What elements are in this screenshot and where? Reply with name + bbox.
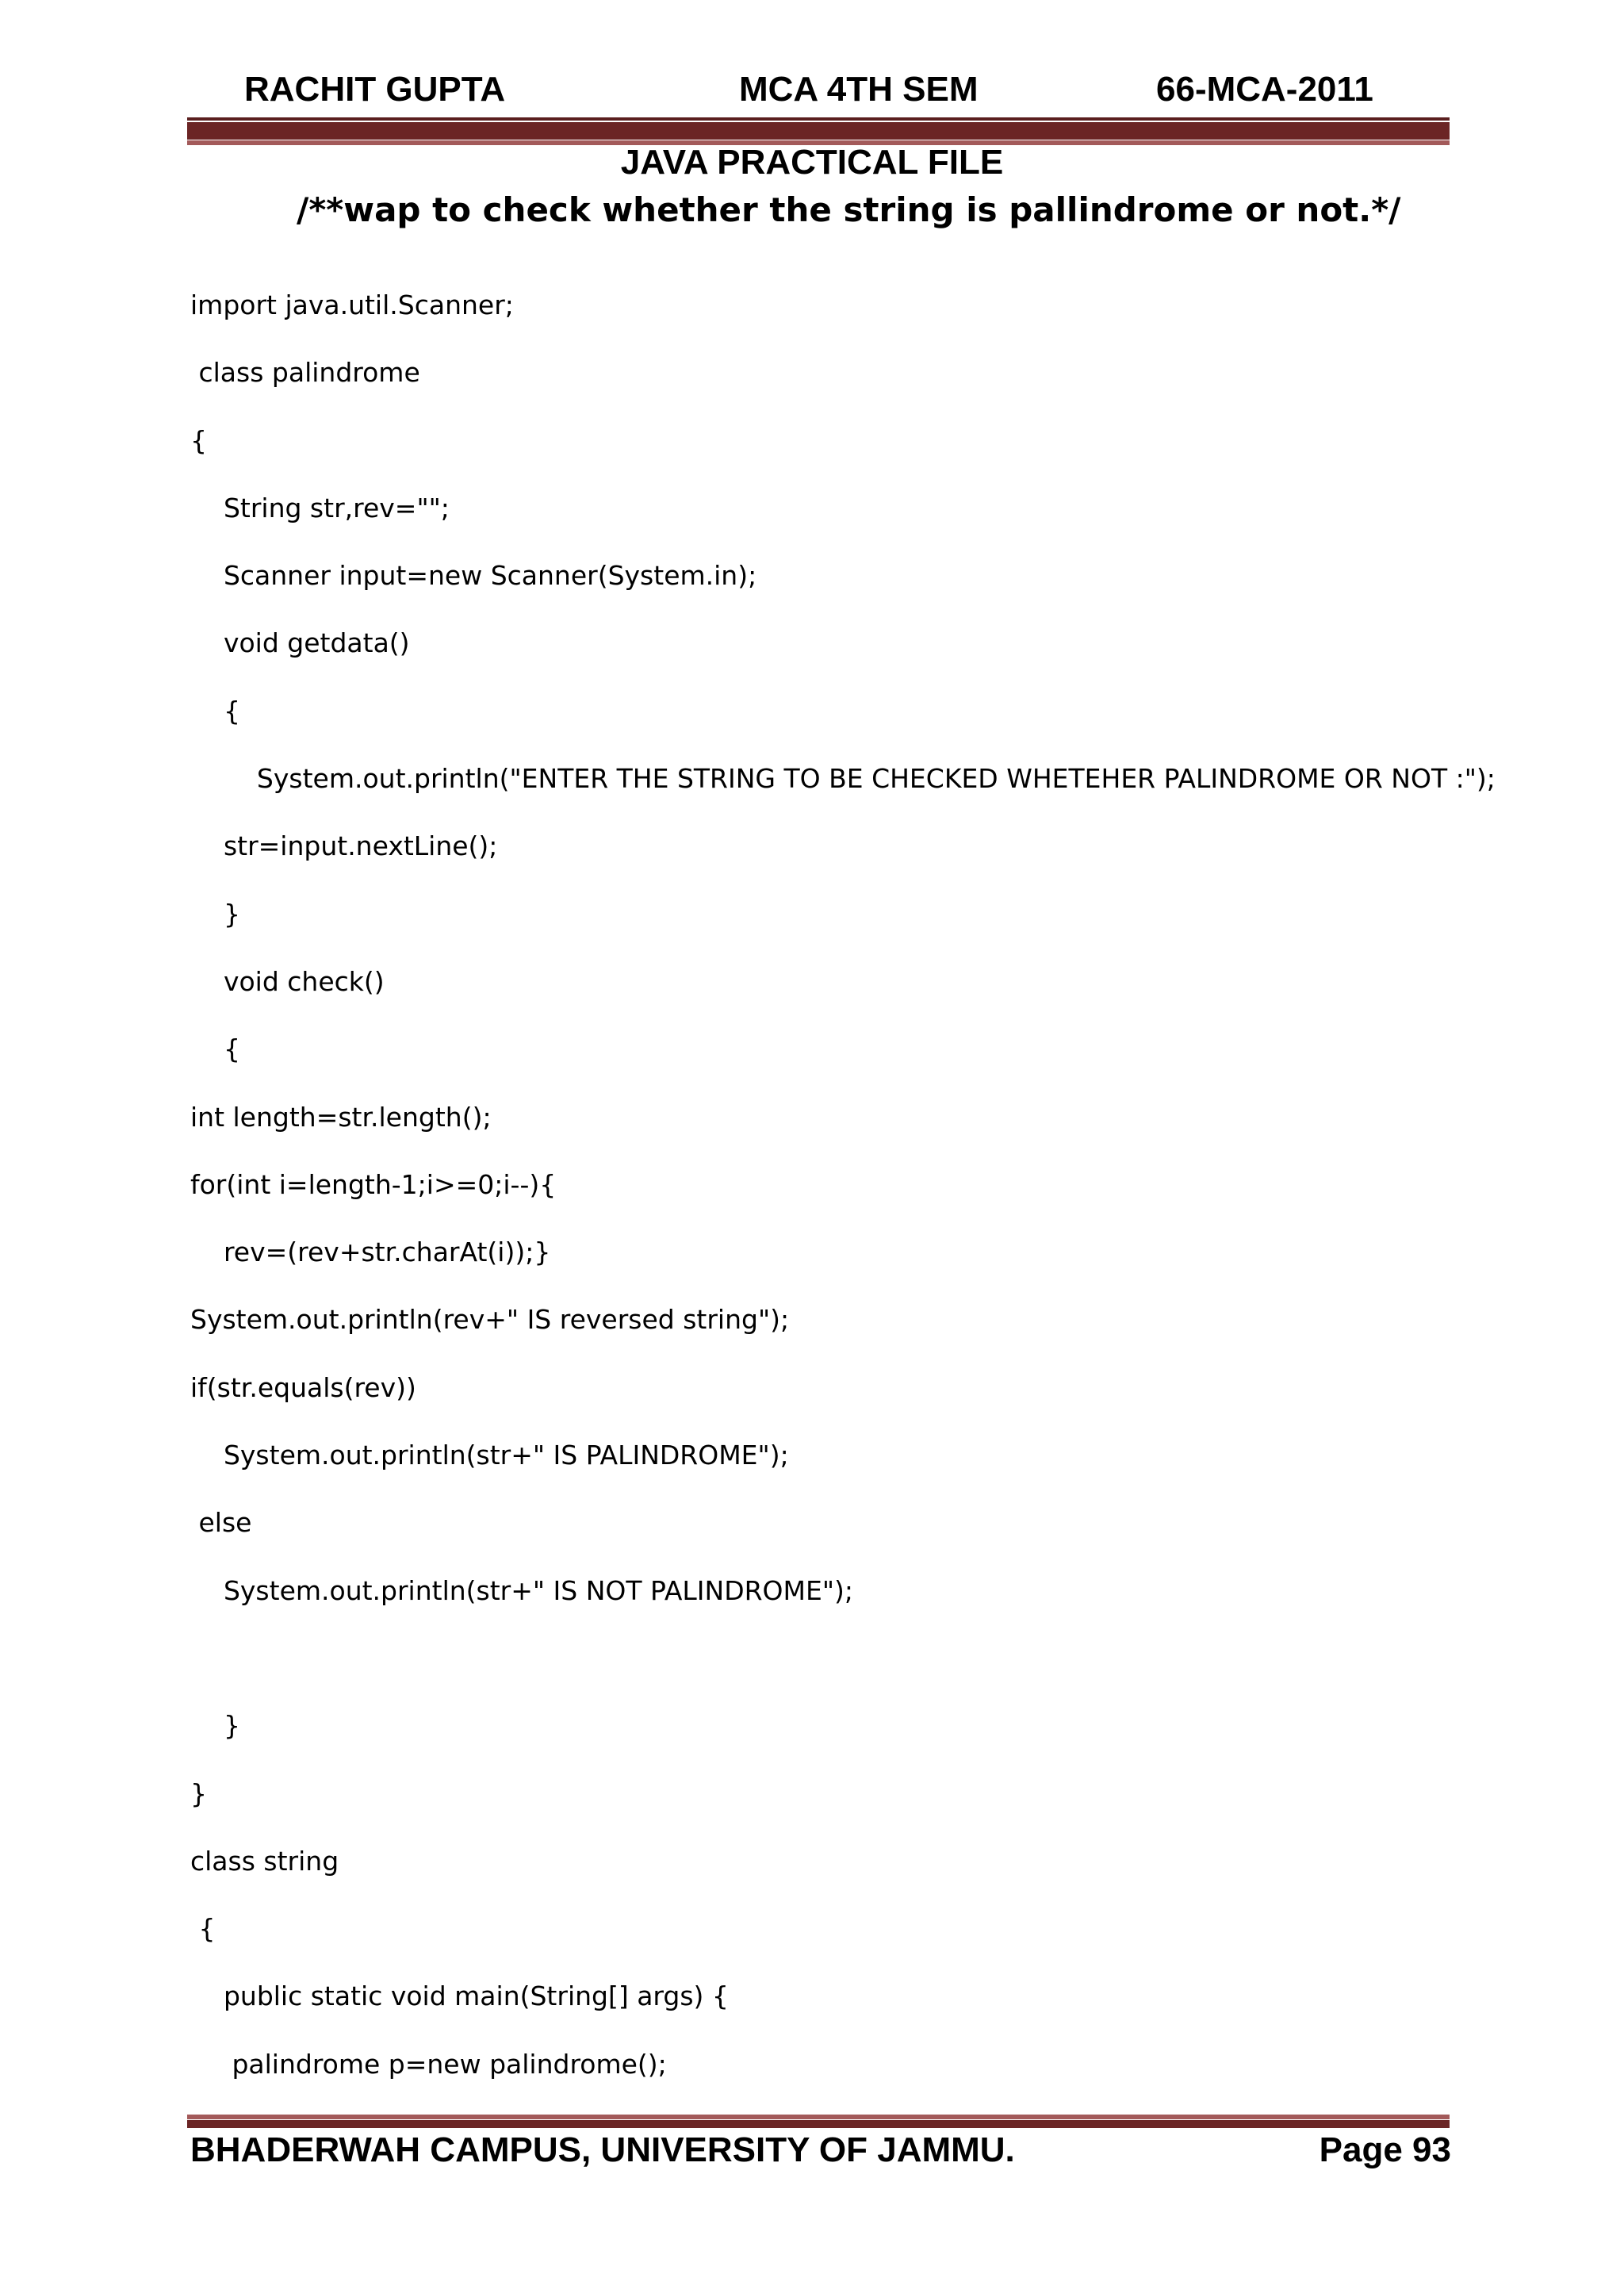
program-title: /**wap to check whether the string is pallindrome or not.*/	[297, 190, 1401, 229]
header-roll-number: 66-MCA-2011	[1156, 70, 1373, 109]
code-line: System.out.println(str+" IS NOT PALINDROME");	[190, 1574, 854, 1606]
footer-page-number: Page 93	[1319, 2130, 1451, 2169]
code-line: {	[190, 1913, 216, 1945]
page-header	[187, 70, 1450, 119]
code-line: System.out.println(str+" IS PALINDROME");	[190, 1440, 789, 1471]
code-line	[190, 1639, 1459, 1706]
footer-campus: BHADERWAH CAMPUS, UNIVERSITY OF JAMMU.	[190, 2130, 1015, 2169]
code-line: class string	[190, 1845, 339, 1877]
code-line: {	[190, 1033, 240, 1065]
code-line: for(int i=length-1;i>=0;i--){	[190, 1168, 557, 1200]
code-line: }	[190, 1777, 207, 1809]
header-rule-top	[187, 117, 1450, 121]
code-line: int length=str.length();	[190, 1101, 492, 1133]
code-line: class palindrome	[190, 357, 420, 389]
header-student-name: RACHIT GUPTA	[244, 70, 506, 109]
code-line: str=input.nextLine();	[190, 830, 498, 862]
code-line: {	[190, 695, 240, 727]
file-title: JAVA PRACTICAL FILE	[620, 143, 1004, 182]
code-line: void getdata()	[190, 627, 410, 659]
footer-rule-top	[187, 2115, 1450, 2119]
code-line: public static void main(String[] args) {	[190, 1980, 729, 2012]
code-line: }	[190, 1710, 240, 1742]
code-line: System.out.println("ENTER THE STRING TO BE CHECKED WHETEHER PALINDROME OR NOT :");	[190, 763, 1496, 795]
header-course: MCA 4TH SEM	[739, 70, 979, 109]
header-rule-band	[187, 122, 1450, 140]
code-line: Scanner input=new Scanner(System.in);	[190, 560, 757, 592]
code-listing	[190, 286, 1496, 2112]
code-line: }	[190, 898, 240, 930]
code-line: {	[190, 424, 207, 456]
code-line: System.out.println(rev+" IS reversed string");	[190, 1304, 790, 1336]
footer-rule-band	[187, 2120, 1450, 2128]
code-line: void check()	[190, 965, 385, 997]
code-line: rev=(rev+str.charAt(i));}	[190, 1237, 551, 1268]
page-footer	[190, 2130, 1451, 2178]
code-line: if(str.equals(rev))	[190, 1371, 416, 1403]
code-line: else	[190, 1507, 252, 1539]
code-line: import java.util.Scanner;	[190, 290, 514, 320]
code-line: String str,rev="";	[190, 492, 450, 523]
code-line: palindrome p=new palindrome();	[190, 2048, 667, 2080]
